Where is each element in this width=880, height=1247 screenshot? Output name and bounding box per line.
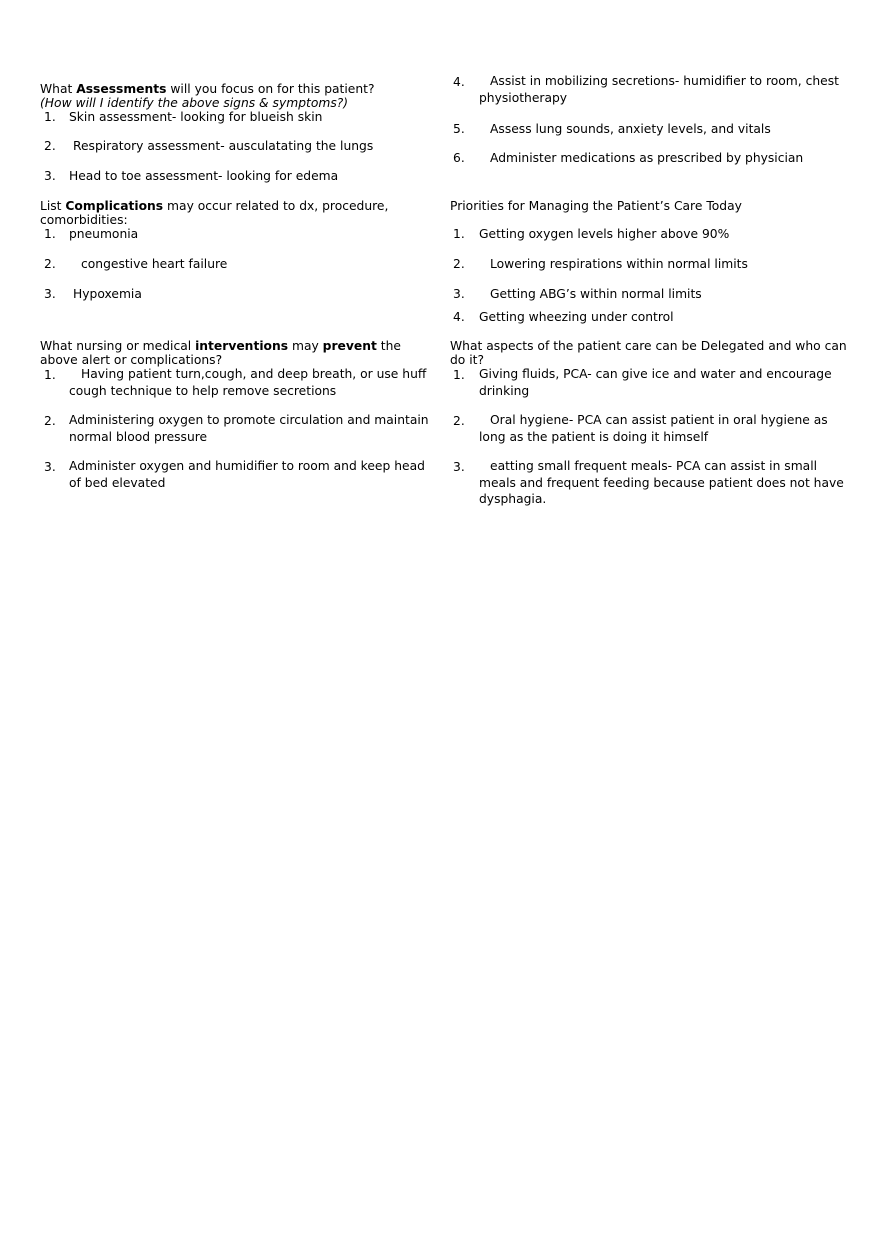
list-item: Hypoxemia <box>73 287 142 301</box>
list-item: Getting wheezing under control <box>479 310 674 324</box>
q-bold: interventions <box>195 339 289 353</box>
list-number: 5. <box>453 122 465 136</box>
list-item: Assess lung sounds, anxiety levels, and vitals <box>490 122 771 136</box>
q-text: may <box>288 339 323 353</box>
list-item: Head to toe assessment- looking for edema <box>69 169 339 183</box>
list-number: 2. <box>44 414 56 428</box>
list-item: Skin assessment- looking for blueish skin <box>69 110 323 124</box>
list-item: Administer oxygen and humidifier to room and keep head of bed elevated <box>69 459 425 490</box>
complications-question <box>40 199 388 213</box>
list-number: 1. <box>453 368 465 382</box>
list-item: Respiratory assessment- ausculatating the lungs <box>73 139 374 153</box>
list-item: Having patient turn,cough, and deep breath, or use huff cough technique to help remove secretions <box>69 367 427 398</box>
q-text: List <box>40 199 66 213</box>
priorities-heading: Priorities for Managing the Patient’s Care Today <box>450 199 742 213</box>
list-number: 3. <box>44 460 56 474</box>
delegation-heading: What aspects of the patient care can be Delegated and who can do it? <box>450 339 847 367</box>
assessments-subquestion: (How will I identify the above signs & symptoms?) <box>40 96 349 110</box>
q-bold: prevent <box>322 339 377 353</box>
interventions-question-line2: above alert or complications? <box>40 353 223 367</box>
list-number: 4. <box>453 310 465 324</box>
list-number: 4. <box>453 75 465 89</box>
list-number: 3. <box>453 287 465 301</box>
list-item: Assist in mobilizing secretions- humidifier to room, chest physiotherapy <box>479 74 839 105</box>
q-text: will you focus on for this patient? <box>166 82 375 96</box>
q-text: What <box>40 82 77 96</box>
q-text: the <box>376 339 401 353</box>
list-item: Administering oxygen to promote circulation and maintain normal blood pressure <box>69 413 429 444</box>
interventions-question <box>40 339 401 353</box>
list-number: 3. <box>44 169 56 183</box>
list-number: 1. <box>44 368 56 382</box>
list-number: 6. <box>453 151 465 165</box>
list-item: Getting oxygen levels higher above 90% <box>479 227 730 241</box>
list-item: congestive heart failure <box>81 257 228 271</box>
complications-question-line2: comorbidities: <box>40 213 128 227</box>
list-number: 2. <box>44 257 56 271</box>
list-item: eatting small frequent meals- PCA can assist in small meals and frequent feeding because patient does not have dysphagia. <box>479 459 844 506</box>
list-number: 1. <box>44 110 56 124</box>
list-item: Oral hygiene- PCA can assist patient in oral hygiene as long as the patient is doing it himself <box>479 413 828 444</box>
q-text: may occur related to dx, procedure, <box>163 199 389 213</box>
assessments-question <box>40 82 375 96</box>
list-number: 1. <box>44 227 56 241</box>
list-number: 3. <box>44 287 56 301</box>
list-item: Administer medications as prescribed by physician <box>490 151 804 165</box>
list-number: 1. <box>453 227 465 241</box>
list-number: 3. <box>453 460 465 474</box>
q-text: What nursing or medical <box>40 339 196 353</box>
q-bold: Complications <box>65 199 164 213</box>
list-item: Getting ABG’s within normal limits <box>490 287 702 301</box>
list-number: 2. <box>44 139 56 153</box>
list-number: 2. <box>453 414 465 428</box>
q-bold: Assessments <box>76 82 167 96</box>
list-item: Giving fluids, PCA- can give ice and water and encourage drinking <box>479 367 832 398</box>
list-item: Lowering respirations within normal limits <box>490 257 748 271</box>
list-number: 2. <box>453 257 465 271</box>
list-item: pneumonia <box>69 227 139 241</box>
